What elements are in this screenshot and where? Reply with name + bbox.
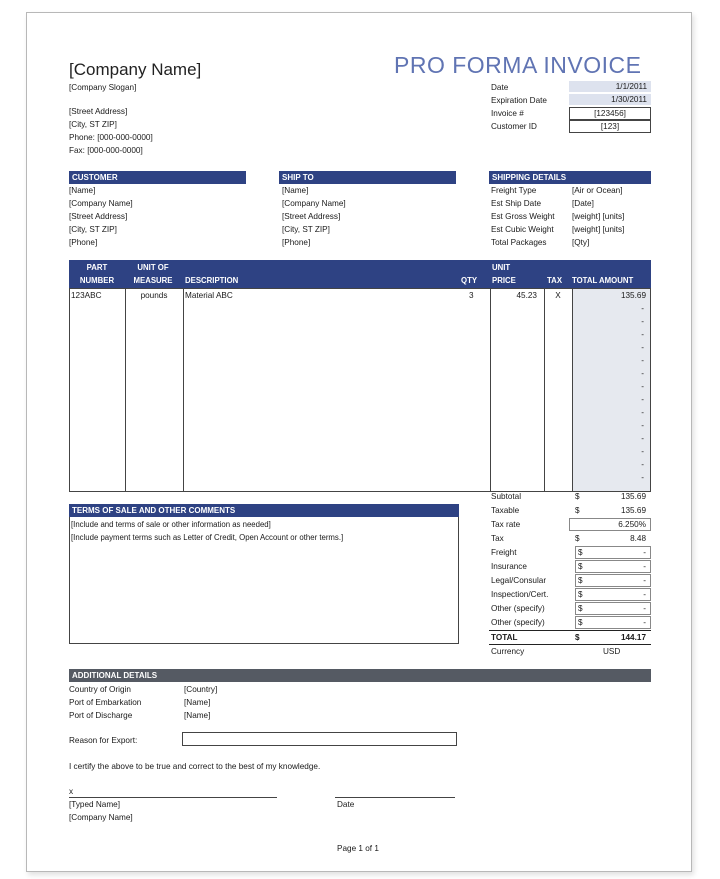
col-unit-price-header: UNIT [492,263,511,272]
invoice-title: PRO FORMA INVOICE [394,52,642,78]
totals-label: Freight [491,548,517,557]
date-label: Date [337,800,355,809]
totals-value: 8.48 [630,534,646,543]
company-fax: Fax: [000-000-0000] [69,146,143,155]
date-line [335,797,455,798]
additional-value: [Name] [184,698,211,707]
additional-value: [Name] [184,711,211,720]
items-table-body [69,288,651,492]
shipping-label: Est Cubic Weight [491,225,554,234]
totals-value: - [643,604,646,613]
totals-currency: $ [575,534,580,543]
meta-value-date: 1/1/2011 [569,81,651,92]
totals-label: Legal/Consular [491,576,547,585]
additional-label: Port of Discharge [69,711,133,720]
shipping-value: [weight] [units] [572,225,625,234]
shipping-label: Total Packages [491,238,547,247]
totals-value: - [643,562,646,571]
totals-value: 135.69 [620,492,646,501]
company-name: [Company Name] [69,60,202,79]
totals-label: Tax rate [491,520,521,529]
page-footer: Page 1 of 1 [337,844,379,853]
empty-amount: - [641,447,644,456]
additional-value: [Country] [184,685,218,694]
ship-to-header: SHIP TO [279,171,456,184]
empty-amount: - [641,304,644,313]
invoice-page [26,12,692,872]
terms-line: [Include and terms of sale or other information as needed] [71,520,271,529]
totals-value: - [643,576,646,585]
shipping-value: [weight] [units] [572,212,625,221]
ship-to-line: [Phone] [282,238,311,247]
terms-line: [Include payment terms such as Letter of Credit, Open Account or other terms.] [71,533,344,542]
col-unit-header: MEASURE [133,276,173,285]
customer-line: [Phone] [69,238,98,247]
column-divider [490,289,491,491]
shipping-label: Est Gross Weight [491,212,555,221]
item-unit: pounds [140,291,168,300]
customer-line: [Name] [69,186,96,195]
column-divider [544,289,545,491]
shipping-label: Freight Type [491,186,537,195]
meta-value-customer-id: [123] [569,120,651,133]
reason-for-export-label: Reason for Export: [69,736,138,745]
tax-rate-value: 6.250% [569,518,651,531]
grand-total-currency: $ [575,633,580,642]
signature-company: [Company Name] [69,813,133,822]
col-unit-price-header: PRICE [492,276,516,285]
totals-label: Other (specify) [491,604,545,613]
company-slogan: [Company Slogan] [69,83,137,92]
col-description-header: DESCRIPTION [185,276,239,285]
grand-total-label: TOTAL [491,633,518,642]
totals-currency: $ [575,588,651,601]
company-city: [City, ST ZIP] [69,120,117,129]
totals-currency: $ [575,560,651,573]
totals-currency: $ [575,506,580,515]
empty-amount: - [641,343,644,352]
ship-to-line: [Name] [282,186,309,195]
totals-value: - [643,548,646,557]
totals-value: - [643,590,646,599]
meta-value-expiration: 1/30/2011 [569,94,651,105]
additional-details-header: ADDITIONAL DETAILS [69,669,651,682]
ship-to-line: [Company Name] [282,199,346,208]
column-divider [183,289,184,491]
empty-amount: - [641,421,644,430]
totals-currency: $ [575,574,651,587]
col-tax-header: TAX [547,276,563,285]
customer-line: [City, ST ZIP] [69,225,117,234]
shipping-label: Est Ship Date [491,199,542,208]
totals-label: Insurance [491,562,527,571]
totals-label: Taxable [491,506,520,515]
shipping-value: [Date] [572,199,594,208]
empty-amount: - [641,330,644,339]
item-tax: X [555,291,561,300]
item-qty: 3 [469,291,474,300]
col-unit-header: UNIT OF [137,263,169,272]
totals-label: Subtotal [491,492,522,501]
total-rule [489,644,651,645]
typed-name: [Typed Name] [69,800,120,809]
empty-amount: - [641,408,644,417]
column-divider [125,289,126,491]
totals-label: Other (specify) [491,618,545,627]
grand-total-value: 144.17 [620,633,646,642]
totals-value: - [643,618,646,627]
company-street: [Street Address] [69,107,128,116]
shipping-value: [Air or Ocean] [572,186,623,195]
total-rule [489,630,651,631]
totals-label: Tax [491,534,504,543]
col-part-number-header: NUMBER [79,276,115,285]
item-part-number: 123ABC [71,291,102,300]
totals-currency: $ [575,616,651,629]
meta-label-invoice: Invoice # [491,109,524,118]
meta-label-expiration: Expiration Date [491,96,547,105]
reason-for-export-field[interactable] [182,732,457,746]
totals-currency: $ [575,546,651,559]
empty-amount: - [641,460,644,469]
shipping-details-header: SHIPPING DETAILS [489,171,651,184]
customer-line: [Company Name] [69,199,133,208]
meta-label-customer-id: Customer ID [491,122,537,131]
customer-header: CUSTOMER [69,171,246,184]
ship-to-line: [Street Address] [282,212,341,221]
customer-line: [Street Address] [69,212,128,221]
company-phone: Phone: [000-000-0000] [69,133,153,142]
terms-header: TERMS OF SALE AND OTHER COMMENTS [69,504,459,517]
totals-value: 135.69 [620,506,646,515]
empty-amount: - [641,382,644,391]
meta-value-invoice: [123456] [569,107,651,120]
certification-text: I certify the above to be true and correct to the best of my knowledge. [69,762,321,771]
col-qty-header: QTY [461,276,478,285]
empty-amount: - [641,395,644,404]
meta-label-date: Date [491,83,509,92]
currency-value: USD [603,647,621,656]
item-description: Material ABC [185,291,233,300]
totals-currency: $ [575,602,651,615]
col-total-header: TOTAL AMOUNT [572,276,634,285]
ship-to-line: [City, ST ZIP] [282,225,330,234]
shipping-value: [Qty] [572,238,590,247]
empty-amount: - [641,369,644,378]
item-total: 135.69 [620,291,646,300]
item-unit-price: 45.23 [516,291,537,300]
empty-amount: - [641,356,644,365]
currency-label: Currency [491,647,525,656]
totals-label: Inspection/Cert. [491,590,549,599]
additional-label: Port of Embarkation [69,698,142,707]
additional-label: Country of Origin [69,685,131,694]
empty-amount: - [641,473,644,482]
empty-amount: - [641,317,644,326]
empty-amount: - [641,434,644,443]
totals-currency: $ [575,492,580,501]
signature-mark: x [69,787,74,796]
signature-line [69,797,277,798]
col-part-number-header: PART [86,263,108,272]
